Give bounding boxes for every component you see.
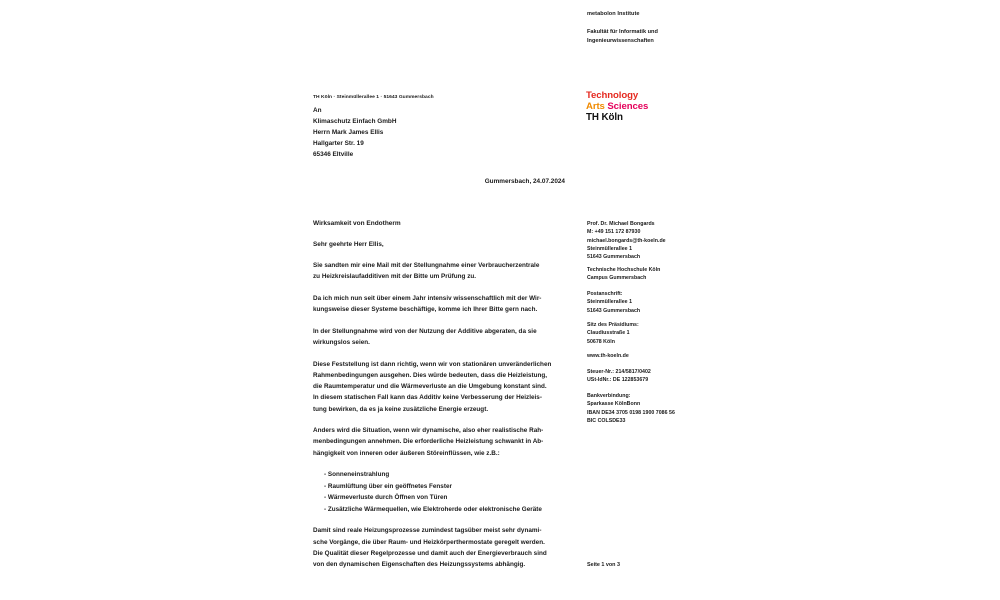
- postal-city: 51643 Gummersbach: [587, 307, 641, 314]
- contact-street: Steinmüllerallee 1: [587, 246, 633, 253]
- presidium-city: 50678 Köln: [587, 338, 615, 345]
- bank-name: Sparkasse KölnBonn: [587, 401, 641, 408]
- university-campus: Campus Gummersbach: [587, 275, 647, 282]
- paragraph-1-line-2: zu Heizkreislaufadditiven mit der Bitte um Prüfung zu.: [313, 273, 477, 281]
- contact-email[interactable]: michael.bongards@th-koeln.de: [587, 237, 666, 244]
- bank-bic: BIC COLSDE33: [587, 418, 626, 425]
- th-koeln-logo: [586, 91, 706, 123]
- paragraph-3-line-2: wirkungslos seien.: [313, 339, 370, 347]
- paragraph-4-line-2: Rahmenbedingungen ausgehen. Dies würde bedeuten, dass die Heizleistung,: [313, 371, 548, 379]
- paragraph-4-line-1: Diese Feststellung ist dann richtig, wenn wir von stationären unveränderlichen: [313, 360, 552, 368]
- paragraph-6-line-2: sche Vorgänge, die über Raum- und Heizkörperthermostate geregelt werden.: [313, 538, 545, 546]
- presidium-street: Claudiusstraße 1: [587, 330, 630, 337]
- sidebar-tax-info: [587, 368, 737, 385]
- paragraph-3-line-1: In der Stellungnahme wird von der Nutzung der Additive abgeraten, da sie: [313, 327, 537, 335]
- paragraph-5: [313, 425, 571, 459]
- faculty-line-1: Fakultät für Informatik und: [587, 29, 658, 35]
- university-name: Technische Hochschule Köln: [587, 267, 661, 273]
- paragraph-6-line-3: Die Qualität dieser Regelprozesse und damit auch der Energieverbrauch sind: [313, 549, 547, 557]
- paragraph-6: [313, 525, 571, 570]
- institute-name: metabolon Institute: [587, 11, 640, 17]
- institute-header: [587, 10, 717, 19]
- recipient-line-4: Hallgarter Str. 19: [313, 140, 364, 148]
- bank-label: Bankverbindung:: [587, 393, 631, 399]
- recipient-line-3: Herrn Mark James Ellis: [313, 129, 384, 137]
- postal-label: Postanschrift:: [587, 291, 623, 297]
- paragraph-5-line-3: hängigkeit von inneren oder äußeren Störeinflüssen, wie z.B.:: [313, 449, 500, 457]
- paragraph-4-line-3: die Raumtemperatur und die Wärmeverluste an die Umgebung konstant sind.: [313, 383, 547, 391]
- paragraph-3: [313, 326, 571, 348]
- list-item: - Wärmeverluste durch Öffnen von Türen: [324, 494, 448, 502]
- recipient-line-2: Klimaschutz Einfach GmbH: [313, 118, 397, 126]
- paragraph-2-line-1: Da ich mich nun seit über einem Jahr intensiv wissenschaftlich mit der Wir-: [313, 294, 542, 302]
- paragraph-1-line-1: Sie sandten mir eine Mail mit der Stellungnahme einer Verbraucherzentrale: [313, 262, 540, 269]
- logo-institution-name: TH Köln: [586, 112, 623, 124]
- sender-return-line: TH Köln · Steinmüllerallee 1 · 51643 Gummersbach: [313, 95, 434, 100]
- logo-arts-sciences: [586, 102, 706, 113]
- paragraph-2: [313, 293, 571, 315]
- paragraph-2-line-2: kungsweise dieser Systeme beschäftige, komme ich Ihrer Bitte gern nach.: [313, 306, 538, 314]
- contact-mobile: M: +49 151 172 87930: [587, 229, 641, 236]
- vat-id: USt-IdNr.: DE 122853679: [587, 377, 649, 384]
- paragraph-6-line-1: Damit sind reale Heizungsprozesse zumindest tagsüber meist sehr dynami-: [313, 527, 542, 535]
- contact-city: 51643 Gummersbach: [587, 254, 641, 261]
- logo-technology: Technology: [586, 90, 639, 101]
- presidium-label: Sitz des Präsidiums:: [587, 322, 639, 328]
- paragraph-4: [313, 359, 571, 415]
- bank-iban: IBAN DE34 3705 0198 1900 7086 56: [587, 409, 675, 416]
- paragraph-6-line-4: von den dynamischen Eigenschaften des Heizungssystems abhängig.: [313, 561, 526, 569]
- paragraph-1: [313, 260, 571, 282]
- sidebar-bank-details: [587, 392, 737, 425]
- disturbance-factor-list: [313, 469, 571, 515]
- sidebar-contact-person: [587, 220, 737, 262]
- paragraph-4-line-4: In diesem statischen Fall kann das Additiv keine Verbesserung der Heizleis-: [313, 394, 542, 402]
- paragraph-5-line-1: Anders wird die Situation, wenn wir dynamische, also eher realistische Rah-: [313, 427, 544, 435]
- sidebar-postal-address: [587, 290, 737, 315]
- logo-arts: Arts: [586, 100, 605, 112]
- sidebar-university: [587, 266, 737, 283]
- recipient-line-5: 65346 Eltville: [313, 151, 354, 159]
- logo-sciences: Sciences: [607, 100, 649, 112]
- contact-name: Prof. Dr. Michael Bongards: [587, 221, 655, 227]
- list-item: - Sonneneinstrahlung: [324, 471, 390, 479]
- letter-body: [313, 260, 571, 581]
- subject-line: Wirksamkeit von Endotherm: [313, 220, 401, 227]
- sidebar-website: [587, 352, 737, 360]
- recipient-address-block: [313, 105, 533, 160]
- faculty-line-2: Ingenieurwissenschaften: [587, 37, 654, 44]
- list-item: - Zusätzliche Wärmequellen, wie Elektroherde oder elektronische Geräte: [324, 505, 542, 513]
- tax-number: Steuer-Nr.: 214/5817/0402: [587, 369, 651, 375]
- list-item: - Raumlüftung über ein geöffnetes Fenster: [324, 482, 452, 490]
- website-url[interactable]: www.th-koeln.de: [587, 353, 629, 359]
- paragraph-4-line-5: tung bewirken, da es ja keine zusätzliche Energie erzeugt.: [313, 405, 489, 413]
- postal-street: Steinmüllerallee 1: [587, 299, 633, 306]
- paragraph-5-line-2: menbedingungen annehmen. Die erforderliche Heizleistung schwankt in Ab-: [313, 438, 544, 446]
- date-line: Gummersbach, 24.07.2024: [484, 178, 565, 185]
- page-indicator: Seite 1 von 3: [587, 562, 620, 568]
- faculty-header: [587, 28, 717, 45]
- salutation: Sehr geehrte Herr Ellis,: [313, 241, 384, 248]
- recipient-line-1: An: [313, 107, 322, 114]
- sidebar-presidium: [587, 321, 737, 346]
